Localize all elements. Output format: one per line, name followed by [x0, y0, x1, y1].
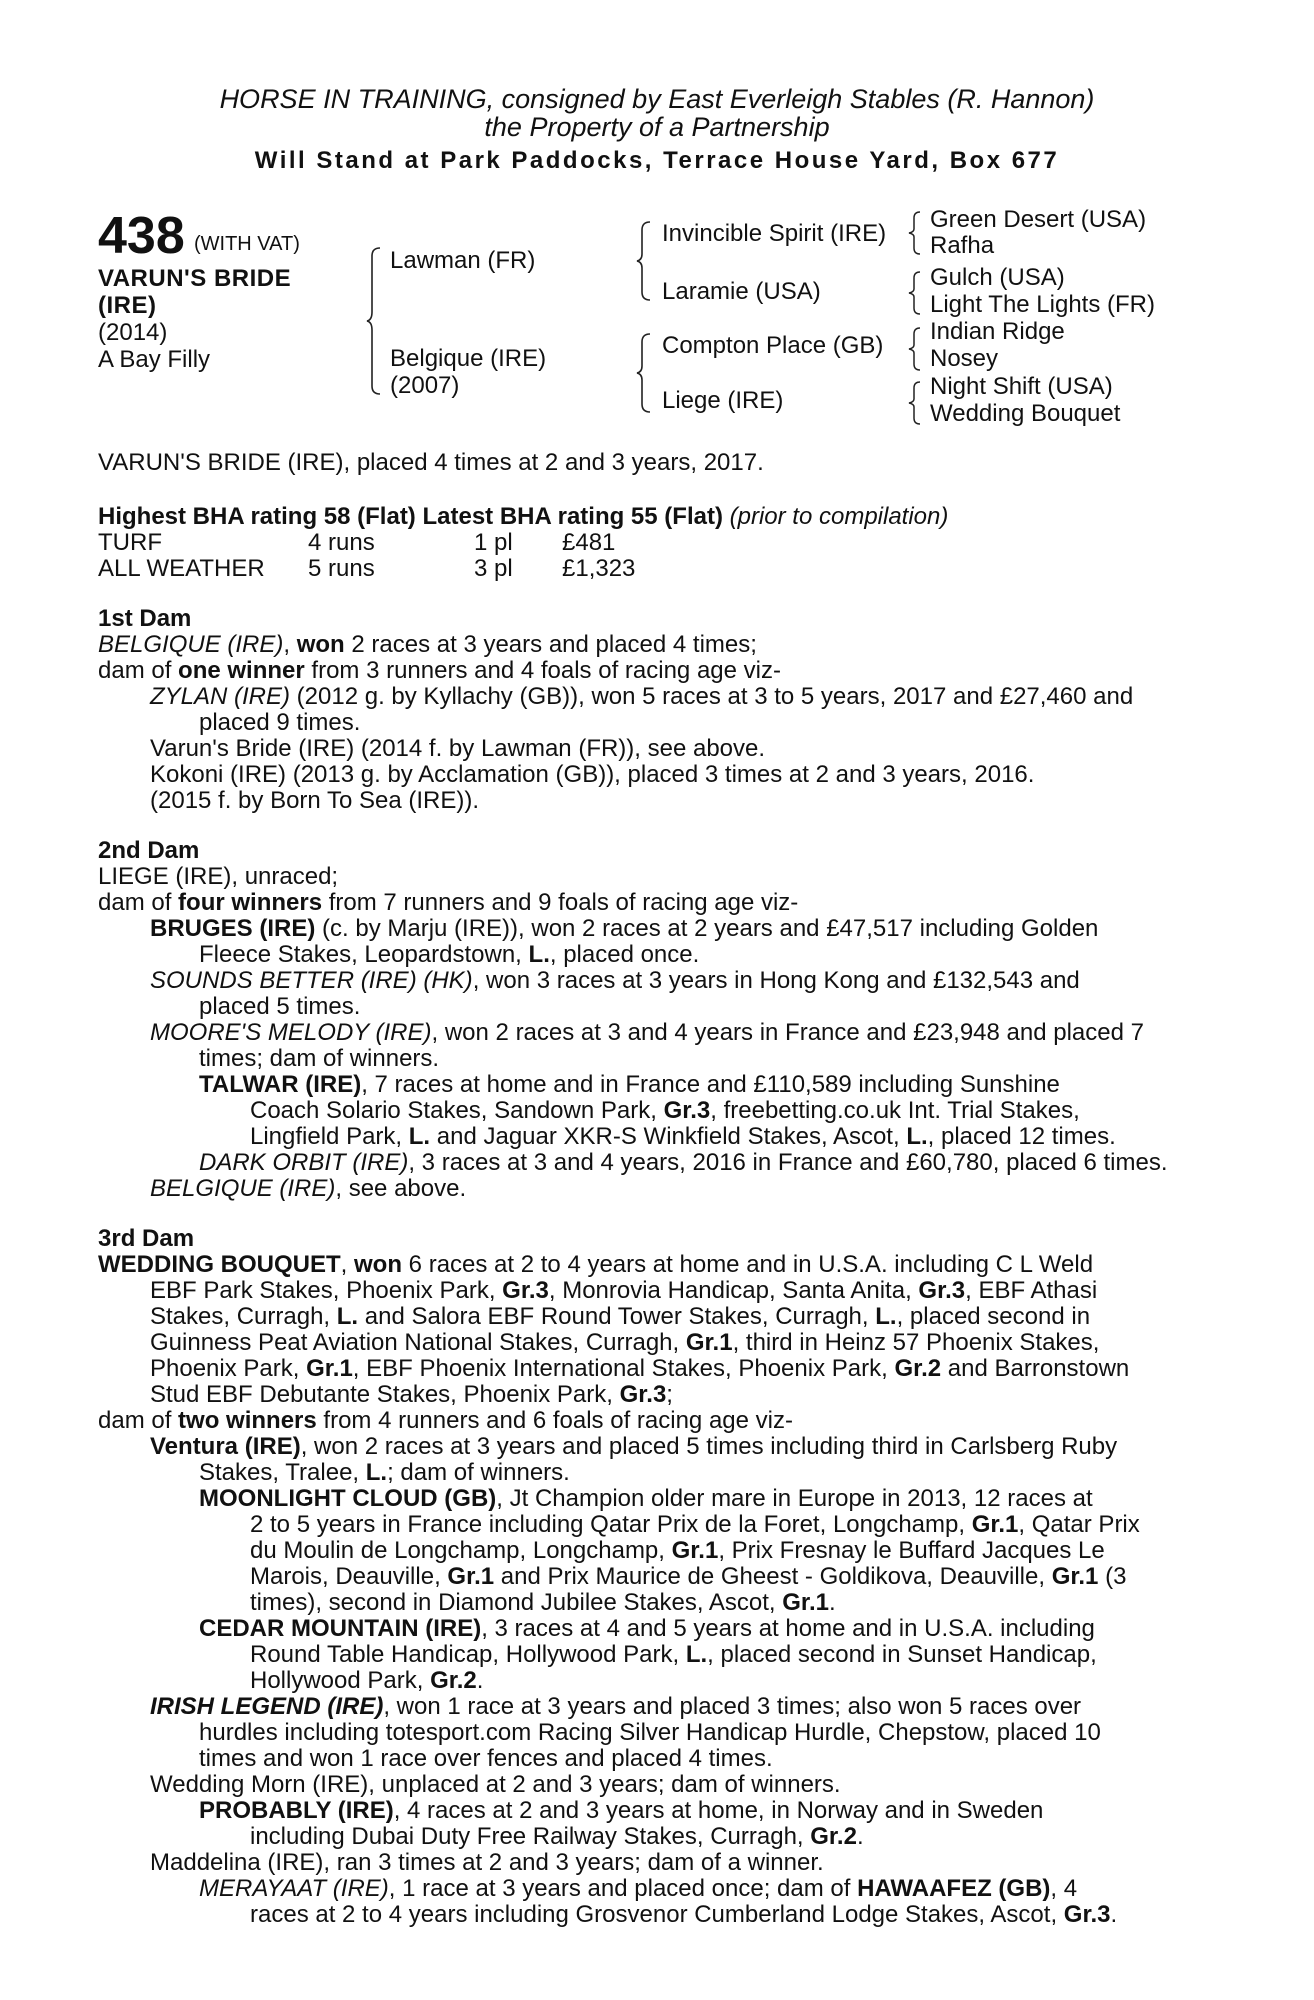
text: , placed 12 times.: [927, 1123, 1116, 1150]
text-bold: Gr.2: [430, 1667, 477, 1694]
record-runs-0: 4 runs: [308, 529, 375, 556]
dam3-line: [250, 1590, 836, 1616]
text: EBF Park Stakes, Phoenix Park,: [150, 1277, 503, 1304]
text: Stakes, Curragh,: [150, 1303, 337, 1330]
pedigree-dam-sire: Compton Place (GB): [662, 332, 884, 359]
progeny-name: BRUGES (IRE): [150, 915, 316, 942]
record-surface-1: ALL WEATHER: [98, 555, 265, 582]
record-surface-0: TURF: [98, 529, 162, 556]
text-bold: four winners: [178, 889, 323, 916]
header-location: Will Stand at Park Paddocks, Terrace House Yard, Box 677: [254, 147, 1060, 174]
text: from 7 runners and 9 foals of racing age viz-: [322, 889, 799, 916]
text: Round Table Handicap, Hollywood Park,: [250, 1641, 686, 1668]
dam3-progeny: [199, 1876, 1077, 1902]
progeny-name: MOORE'S MELODY (IRE): [150, 1019, 432, 1046]
dam2-progeny: [150, 1020, 1144, 1046]
pedigree-dam-dam: Liege (IRE): [662, 387, 784, 414]
progeny-name: DARK ORBIT (IRE): [199, 1149, 409, 1176]
pedigree-ddd: Wedding Bouquet: [930, 400, 1121, 427]
progeny-name: CEDAR MOUNTAIN (IRE): [199, 1615, 482, 1642]
pedigree-brace-gen1: [366, 246, 382, 396]
progeny-name: Ventura (IRE): [150, 1433, 301, 1460]
record-prize-1: £1,323: [562, 555, 636, 582]
text: Guinness Peat Aviation National Stakes, Curragh,: [150, 1329, 686, 1356]
dam1-name: BELGIQUE (IRE): [98, 631, 284, 658]
text: , placed once.: [549, 941, 700, 968]
dam1-title: 1st Dam: [98, 605, 192, 632]
dam3-progeny: [199, 1616, 1095, 1642]
text-bold: Gr.1: [685, 1329, 733, 1356]
text: , Prix Fresnay le Buffard Jacques Le: [718, 1537, 1105, 1564]
text-bold: Gr.1: [782, 1589, 829, 1616]
record-placed-1: 3 pl: [474, 555, 513, 582]
dam3-line: [250, 1642, 1097, 1668]
text: .: [828, 1589, 836, 1616]
text: , won 2 races at 3 years and placed 5 times including third in Carlsberg Ruby: [300, 1433, 1118, 1460]
dam3-line: [150, 1304, 1090, 1330]
text: , Monrovia Handicap, Santa Anita,: [548, 1277, 919, 1304]
dam2-line: LIEGE (IRE), unraced;: [98, 863, 339, 890]
horse-summary: VARUN'S BRIDE (IRE), placed 4 times at 2 and 3 years, 2017.: [98, 449, 764, 476]
horse-year: (2014): [98, 319, 168, 346]
text-bold: Gr.1: [1051, 1563, 1099, 1590]
dam3-name: WEDDING BOUQUET: [98, 1251, 341, 1278]
text-bold: L.: [528, 941, 550, 968]
record-prize-0: £481: [562, 529, 616, 556]
text: (3: [1098, 1563, 1127, 1590]
text-bold: Gr.2: [894, 1355, 942, 1382]
progeny-name: MERAYAAT (IRE): [199, 1875, 389, 1902]
dam3-line: [250, 1902, 1117, 1928]
dam2-line: times; dam of winners.: [199, 1045, 440, 1072]
dam3-line: [98, 1408, 793, 1434]
dam3-progeny: [150, 1694, 1081, 1720]
pedigree-dsd: Nosey: [930, 345, 999, 372]
pedigree-brace-ss: [908, 210, 922, 256]
text-bold: L.: [336, 1303, 359, 1330]
progeny-name: IRISH LEGEND (IRE): [150, 1693, 384, 1720]
dam3-line: [150, 1330, 1099, 1356]
text-bold: Gr.2: [810, 1823, 857, 1850]
text: including Dubai Duty Free Railway Stakes, Curragh,: [250, 1823, 811, 1850]
lot-vat: (WITH VAT): [194, 233, 300, 255]
text: , placed second in: [896, 1303, 1091, 1330]
dam2-progeny: [199, 1072, 1060, 1098]
dam3-progeny: Maddelina (IRE), ran 3 times at 2 and 3 years; dam of a winner.: [150, 1849, 824, 1876]
text: ,: [340, 1251, 355, 1278]
header-property: the Property of a Partnership: [484, 112, 830, 142]
text: , 7 races at home and in France and £110,589 including Sunshine: [361, 1071, 1060, 1098]
text: Fleece Stakes, Leopardstown,: [199, 941, 529, 968]
text: , see above.: [335, 1175, 467, 1202]
bha-ratings: [98, 504, 948, 530]
text: , won 1 race at 3 years and placed 3 times; also won 5 races over: [383, 1693, 1082, 1720]
text: , won 2 races at 3 and 4 years in France and £23,948 and placed 7: [431, 1019, 1144, 1046]
text: (c. by Marju (IRE)), won 2 races at 2 years and £47,517 including Golden: [315, 915, 1099, 942]
text-bold: L.: [408, 1123, 431, 1150]
pedigree-sire: Lawman (FR): [390, 247, 536, 274]
text: , freebetting.co.uk Int. Trial Stakes,: [710, 1097, 1080, 1124]
dam3-line: [199, 1460, 570, 1486]
progeny-name: TALWAR (IRE): [199, 1071, 362, 1098]
text: .: [856, 1823, 864, 1850]
horse-name-suffix: (IRE): [98, 292, 157, 319]
text: , 4 races at 2 and 3 years at home, in Norway and in Sweden: [393, 1797, 1044, 1824]
text: Phoenix Park,: [150, 1355, 307, 1382]
record-placed-0: 1 pl: [474, 529, 513, 556]
text: from 4 runners and 6 foals of racing age viz-: [316, 1407, 793, 1434]
dam3-progeny: [199, 1486, 1093, 1512]
pedigree-sdd: Light The Lights (FR): [930, 291, 1155, 318]
dam2-line: [250, 1098, 1080, 1124]
dam3-line: [250, 1564, 1126, 1590]
pedigree-sire-sire: Invincible Spirit (IRE): [662, 220, 887, 247]
text: , EBF Phoenix International Stakes, Phoenix Park,: [352, 1355, 895, 1382]
text-bold: won: [354, 1251, 403, 1278]
text: and Salora EBF Round Tower Stakes, Curragh,: [358, 1303, 876, 1330]
progeny-name: BELGIQUE (IRE): [150, 1175, 336, 1202]
text: and Barronstown: [941, 1355, 1130, 1382]
progeny-name: ZYLAN (IRE): [150, 683, 291, 710]
record-runs-1: 5 runs: [308, 555, 375, 582]
dam3-line: [250, 1538, 1105, 1564]
dam2-title: 2nd Dam: [98, 837, 200, 864]
text: Marois, Deauville,: [250, 1563, 448, 1590]
text: and Jaguar XKR-S Winkfield Stakes, Ascot,: [430, 1123, 907, 1150]
dam3-title: 3rd Dam: [98, 1225, 195, 1252]
dam1-line: [98, 632, 757, 658]
progeny-name: HAWAAFEZ (GB): [857, 1875, 1051, 1902]
dam3-line: [98, 1252, 1093, 1278]
ratings-note: (prior to compilation): [729, 503, 949, 530]
dam2-line: placed 5 times.: [199, 993, 361, 1020]
dam2-progeny: [150, 1176, 466, 1202]
text: dam of: [98, 889, 179, 916]
text-bold: Gr.3: [502, 1277, 549, 1304]
dam1-progeny: Kokoni (IRE) (2013 g. by Acclamation (GB)), placed 3 times at 2 and 3 years, 2016.: [150, 761, 1035, 788]
dam3-line: [250, 1824, 864, 1850]
text: times), second in Diamond Jubilee Stakes, Ascot,: [250, 1589, 783, 1616]
pedigree-brace-ds: [908, 326, 922, 372]
dam3-line: [250, 1668, 483, 1694]
text: from 3 runners and 4 foals of racing age viz-: [304, 657, 781, 684]
pedigree-dam: Belgique (IRE): [390, 345, 547, 372]
text-bold: Gr.3: [619, 1381, 667, 1408]
pedigree-dss: Indian Ridge: [930, 318, 1065, 345]
text-bold: won: [296, 631, 345, 658]
text: , 3 races at 4 and 5 years at home and in U.S.A. including: [481, 1615, 1095, 1642]
dam3-progeny: [150, 1434, 1117, 1460]
dam1-line: [98, 658, 781, 684]
text-bold: Gr.1: [447, 1563, 495, 1590]
pedigree-brace-dd: [908, 380, 922, 426]
dam2-progeny: [150, 968, 1080, 994]
pedigree-sss: Green Desert (USA): [930, 206, 1147, 233]
text: 2 to 5 years in France including Qatar Prix de la Foret, Longchamp,: [250, 1511, 972, 1538]
pedigree-dds: Night Shift (USA): [930, 373, 1113, 400]
dam3-line: [150, 1356, 1129, 1382]
text: , Qatar Prix: [1018, 1511, 1140, 1538]
dam3-line: [250, 1512, 1140, 1538]
text-bold: L.: [685, 1641, 708, 1668]
dam3-line: [150, 1382, 673, 1408]
text: , 4: [1050, 1875, 1078, 1902]
dam3-progeny: [199, 1798, 1043, 1824]
text-bold: Gr.1: [306, 1355, 353, 1382]
progeny-name: SOUNDS BETTER (IRE) (HK): [150, 967, 473, 994]
dam1-line: placed 9 times.: [199, 709, 361, 736]
ratings-text: Highest BHA rating 58 (Flat) Latest BHA rating 55 (Flat): [98, 503, 723, 530]
text-bold: Gr.3: [1063, 1901, 1111, 1928]
text-bold: Gr.3: [663, 1097, 711, 1124]
text: , Jt Champion older mare in Europe in 2013, 12 races at: [496, 1485, 1093, 1512]
text-bold: Gr.3: [918, 1277, 966, 1304]
dam3-line: hurdles including totesport.com Racing Silver Handicap Hurdle, Chepstow, placed 10: [199, 1719, 1101, 1746]
horse-name: VARUN'S BRIDE: [98, 265, 292, 292]
progeny-name: MOONLIGHT CLOUD (GB): [199, 1485, 497, 1512]
text: , third in Heinz 57 Phoenix Stakes,: [732, 1329, 1100, 1356]
dam1-progeny: [150, 684, 1133, 710]
text: Stud EBF Debutante Stakes, Phoenix Park,: [150, 1381, 620, 1408]
text: 6 races at 2 to 4 years at home and in U.S.A. including C L Weld: [402, 1251, 1094, 1278]
pedigree-dam-year: (2007): [390, 372, 460, 399]
text-bold: L.: [875, 1303, 897, 1330]
dam2-line: [98, 890, 798, 916]
text: ,: [283, 631, 297, 658]
text: dam of: [98, 657, 179, 684]
dam2-line: [250, 1124, 1116, 1150]
text-bold: Gr.1: [671, 1537, 719, 1564]
text: .: [1110, 1901, 1118, 1928]
pedigree-brace-dam: [636, 332, 652, 414]
lot-number: 438: [98, 207, 185, 265]
text: Lingfield Park,: [250, 1123, 409, 1150]
text-bold: two winners: [178, 1407, 317, 1434]
dam3-line: [150, 1278, 1097, 1304]
text: ; dam of winners.: [387, 1459, 570, 1486]
header-title: HORSE IN TRAINING, consigned by East Everleigh Stables (R. Hannon): [219, 84, 1095, 114]
text-bold: one winner: [178, 657, 305, 684]
dam3-line: times and won 1 race over fences and placed 4 times.: [199, 1745, 773, 1772]
text: , 1 race at 3 years and placed once; dam of: [388, 1875, 858, 1902]
dam1-progeny: Varun's Bride (IRE) (2014 f. by Lawman (FR)), see above.: [150, 735, 766, 762]
text: , 3 races at 3 and 4 years, 2016 in France and £60,780, placed 6 times.: [408, 1149, 1168, 1176]
dam2-progeny: [199, 1150, 1167, 1176]
text: Stakes, Tralee,: [199, 1459, 366, 1486]
pedigree-ssd: Rafha: [930, 232, 995, 259]
dam2-line: [199, 942, 699, 968]
horse-sex: A Bay Filly: [98, 346, 211, 373]
dam3-progeny: Wedding Morn (IRE), unplaced at 2 and 3 years; dam of winners.: [150, 1771, 841, 1798]
text: 2 races at 3 years and placed 4 times;: [344, 631, 757, 658]
text: dam of: [98, 1407, 179, 1434]
text-bold: Gr.1: [971, 1511, 1019, 1538]
dam1-progeny: (2015 f. by Born To Sea (IRE)).: [150, 787, 480, 814]
text: , won 3 races at 3 years in Hong Kong and £132,543 and: [472, 967, 1080, 994]
pedigree-sds: Gulch (USA): [930, 264, 1065, 291]
text: races at 2 to 4 years including Grosvenor Cumberland Lodge Stakes, Ascot,: [250, 1901, 1064, 1928]
progeny-name: PROBABLY (IRE): [199, 1797, 394, 1824]
text: and Prix Maurice de Gheest - Goldikova, Deauville,: [494, 1563, 1052, 1590]
text-bold: L.: [906, 1123, 928, 1150]
pedigree-brace-sd: [908, 270, 922, 316]
text: du Moulin de Longchamp, Longchamp,: [250, 1537, 672, 1564]
text: ;: [666, 1381, 673, 1408]
text-bold: L.: [365, 1459, 388, 1486]
text: , placed second in Sunset Handicap,: [707, 1641, 1097, 1668]
text: .: [476, 1667, 484, 1694]
text: Coach Solario Stakes, Sandown Park,: [250, 1097, 664, 1124]
text: (2012 g. by Kyllachy (GB)), won 5 races at 3 to 5 years, 2017 and £27,460 and: [290, 683, 1134, 710]
pedigree-brace-sire: [636, 220, 652, 302]
text: , EBF Athasi: [965, 1277, 1098, 1304]
dam2-progeny: [150, 916, 1098, 942]
pedigree-sire-dam: Laramie (USA): [662, 278, 821, 305]
text: Hollywood Park,: [250, 1667, 431, 1694]
